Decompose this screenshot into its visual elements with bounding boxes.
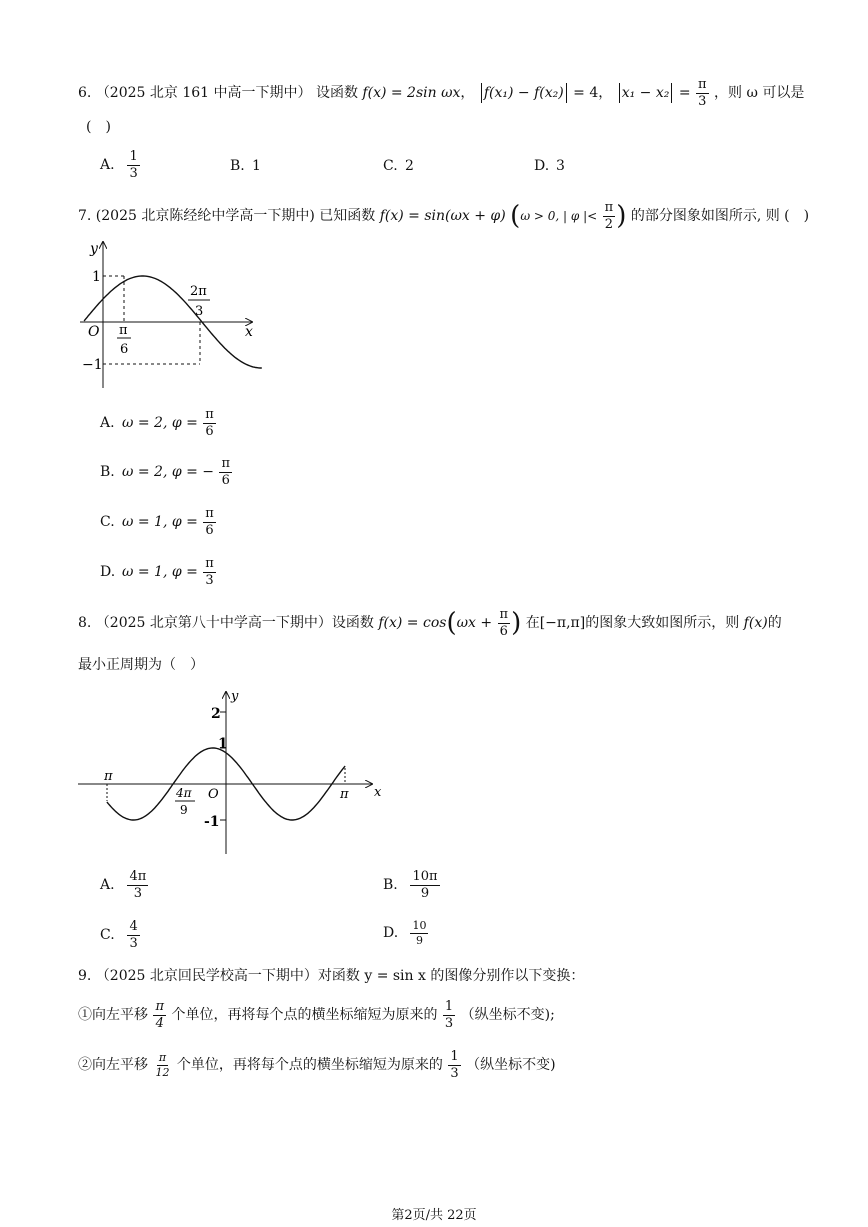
q6-pi-over-3: $\frac{\pi}{3}$: [698, 77, 707, 109]
q7-option-a[interactable]: A. ω = 2, φ = $\frac{\pi}{6}$: [100, 407, 214, 439]
q8-option-a[interactable]: A. $\frac{4\pi}{3}$: [100, 869, 147, 901]
q8-pi-over-6: $\frac{\pi}{6}$: [499, 607, 509, 639]
q8-stem-text: 8. （2025 北京第八十中学高一下期中）设函数: [78, 615, 374, 632]
q7-option-b[interactable]: B. ω = 2, φ = − $\frac{\pi}{6}$: [100, 456, 231, 488]
q7-tick-one: 1: [92, 269, 101, 285]
q8-option-c[interactable]: C. $\frac{4}{3}$: [100, 919, 138, 951]
q6-function: f(x) = 2sin ωx: [362, 85, 461, 102]
q6-source: （2025 北京 161 中高一下期中）: [95, 85, 312, 102]
q8-tick-4pi9-num: 4π: [176, 786, 192, 800]
q7-2pi3-den: 3: [195, 304, 204, 319]
q8-x-label: x: [374, 785, 382, 800]
q8-tick-one: 1: [218, 736, 228, 752]
q7-x-label: x: [245, 324, 253, 340]
q8-tick-neg-one: -1: [204, 814, 220, 830]
q8-stem: 8. （2025 北京第八十中学高一下期中）设函数 f(x) = cos(ωx + $\frac{\pi}{6}$ ) 在[−π,π]的图象大致如图所示，则 f(x)的: [78, 607, 782, 639]
q8-y-label: y: [231, 689, 239, 704]
q8-option-b[interactable]: B. $\frac{10\pi}{9}$: [383, 869, 438, 901]
q8-origin: O: [208, 787, 219, 802]
q6-number: 6.: [78, 85, 92, 102]
q6-option-c[interactable]: C. 2: [383, 158, 414, 174]
q7-stem-tail: 的部分图象如图所示, 则 ( ): [630, 208, 810, 225]
q8-tick-pi-left: π: [104, 769, 113, 784]
q6-option-d[interactable]: D. 3: [534, 158, 565, 174]
page-footer: 第2页/共 22页: [391, 1208, 477, 1223]
q7-tick-neg-one: −1: [82, 357, 103, 373]
q9-item-2: ②向左平移 $\frac{\pi}{12}$ 个单位，再将每个点的横坐标缩短为原来的 $\frac{1}{3}$ （纵坐标不变): [78, 1049, 556, 1081]
q6-option-a[interactable]: A. $\frac{1}{3}$: [100, 149, 138, 181]
q8-option-d[interactable]: D. $\frac{10}{9}$: [383, 919, 427, 947]
q7-condition: ω > 0, | φ |<: [520, 209, 598, 224]
q7-stem-text: 7. (2025 北京陈经纶中学高一下期中) 已知函数: [78, 208, 376, 225]
q6-abs-expr: f(x₁) − f(x₂): [483, 85, 564, 102]
q8-stem-tail: 在[−π,π]的图象大致如图所示，则: [525, 615, 740, 632]
q6-eq: =: [678, 85, 691, 102]
q9-item-1: ①向左平移 $\frac{\pi}{4}$ 个单位，再将每个点的横坐标缩短为原来的 $\frac{1}{3}$ （纵坐标不变);: [78, 999, 555, 1031]
q7-function: f(x) = sin(ωx + φ): [379, 208, 506, 225]
q8-tick-two: 2: [211, 706, 221, 722]
q6-stem: [78, 78, 804, 108]
q7-pi6-num: π: [119, 323, 128, 338]
q8-graph: [76, 686, 388, 858]
q8-tick-4pi9-den: 9: [180, 803, 188, 817]
q7-pi-over-2: $\frac{\pi}{2}$: [604, 200, 614, 232]
q7-2pi3-num: 2π: [190, 284, 207, 299]
q7-y-label: y: [90, 241, 98, 257]
q7-option-c[interactable]: C. ω = 1, φ = $\frac{\pi}{6}$: [100, 506, 214, 538]
q6-comma: ，: [460, 85, 475, 102]
q9-stem: 9. （2025 北京回民学校高一下期中）对函数 y = sin x 的图像分别作以下变换：: [78, 968, 585, 984]
q7-option-d[interactable]: D. ω = 1, φ = $\frac{\pi}{3}$: [100, 556, 214, 588]
q6-option-b[interactable]: B. 1: [230, 158, 261, 174]
q7-graph: [74, 238, 264, 398]
q8-de: 的: [767, 615, 782, 632]
q6-tail: ，则 ω 可以是: [714, 85, 805, 102]
q6-abs2-expr: x₁ − x₂: [621, 85, 670, 102]
q8-fx: f(x): [743, 615, 768, 632]
q7-stem: 7. (2025 北京陈经纶中学高一下期中) 已知函数 f(x) = sin(ωx + φ) (ω > 0, | φ |< $\frac{\pi}{2}$ ) 的部分图象如图所示, 则 ( ): [78, 200, 810, 232]
q8-arg: ωx +: [456, 615, 493, 632]
q6-blank: ( ): [86, 119, 111, 135]
q7-origin: O: [88, 324, 100, 340]
q6-eq4: = 4，: [573, 85, 613, 102]
q8-tick-pi-right: π: [340, 787, 349, 802]
q8-stem-line2: 最小正周期为（ ）: [78, 657, 204, 673]
q6-stem-text: 设函数: [315, 85, 358, 102]
q7-pi6-den: 6: [120, 342, 129, 357]
q8-function: f(x) = cos: [378, 615, 447, 632]
